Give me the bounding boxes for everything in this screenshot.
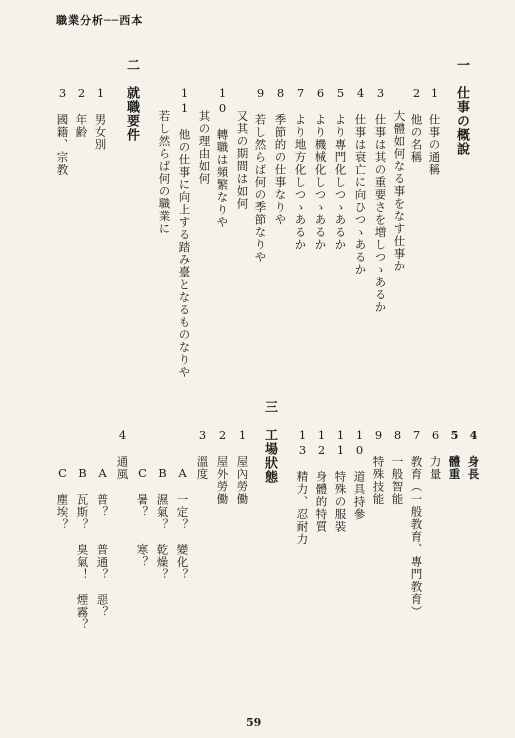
page-number: 59 (246, 716, 262, 729)
item-8: 8 季節的の仕事なりや (273, 86, 288, 226)
s2-item-12: 12 身體的特質 (314, 428, 329, 533)
temp-sub-b: B 濕氣？ 乾燥？ (155, 466, 170, 581)
s3-item-4: 4 通風 (115, 428, 130, 481)
item-9: 9 若し然らば何の季節なりや (253, 86, 268, 264)
item-2-detail: 大體如何なる事をなす仕事か (392, 110, 407, 273)
vent-sub-c: C 塵埃？ (55, 466, 70, 531)
s3-item-2: 2 屋外勞働 (215, 428, 230, 506)
item-1: 1 仕事の通稱 (427, 86, 442, 176)
section-2-heading: 二 就職要件 (124, 58, 139, 142)
s2-item-13: 13 精力、忍耐力 (295, 428, 310, 546)
s2-item-4: 4 身長 (466, 428, 481, 481)
item-5: 5 より專門化しつゝあるか (333, 86, 348, 251)
s2-item-5: 5 體重 (447, 428, 462, 481)
item-2: 2 他の名稱 (409, 86, 424, 164)
item-6: 6 より機械化しつゝあるか (313, 86, 328, 251)
s2-item-8: 8 一般智能 (390, 428, 405, 506)
s2-item-10: 10 道具持參 (352, 428, 367, 521)
s2-item-1: 1 男女別 (93, 86, 108, 151)
section-3-heading: 三 工場狀態 (262, 400, 277, 484)
item-7: 7 より地方化しつゝあるか (293, 86, 308, 251)
vent-sub-b: B 瓦斯？ 臭氣！ 煙霧？ (75, 466, 90, 631)
temp-sub-c: C 暑？ 寒？ (135, 466, 150, 569)
temp-sub-a: A 一定？ 變化？ (175, 466, 190, 581)
item-10-detail: 其の理由如何 (197, 110, 212, 185)
item-11-detail: 若し然らば何の職業に (157, 110, 172, 235)
s2-item-7: 7 教育（一般教育、專門教育） (409, 428, 424, 618)
s2-item-11: 11 特殊の服裝 (333, 428, 348, 533)
item-3: 3 仕事は其の重要さを増しつゝあるか (373, 86, 388, 314)
s2-item-2: 2 年齢 (74, 86, 89, 139)
s3-item-1: 1 屋內勞働 (235, 428, 250, 506)
s2-item-9: 9 特殊技能 (371, 428, 386, 506)
item-9-detail: 又其の期間は如何 (235, 110, 250, 210)
running-header: 職業分析──西本 (56, 14, 144, 27)
s2-item-6: 6 力量 (428, 428, 443, 481)
s2-item-3: 3 國籍、宗教 (55, 86, 70, 176)
section-1-heading: 一 仕事の概說 (454, 58, 469, 156)
s3-item-3: 3 溫度 (195, 428, 210, 481)
item-4: 4 仕事は衰亡に向ひつゝあるか (353, 86, 368, 276)
vent-sub-a: A 普？ 普通？ 惡？ (95, 466, 110, 619)
item-11: 11 他の仕事に向上する踏み臺となるものなりや (177, 86, 192, 379)
item-10: 10 轉職は頻繁なりや (215, 86, 230, 229)
